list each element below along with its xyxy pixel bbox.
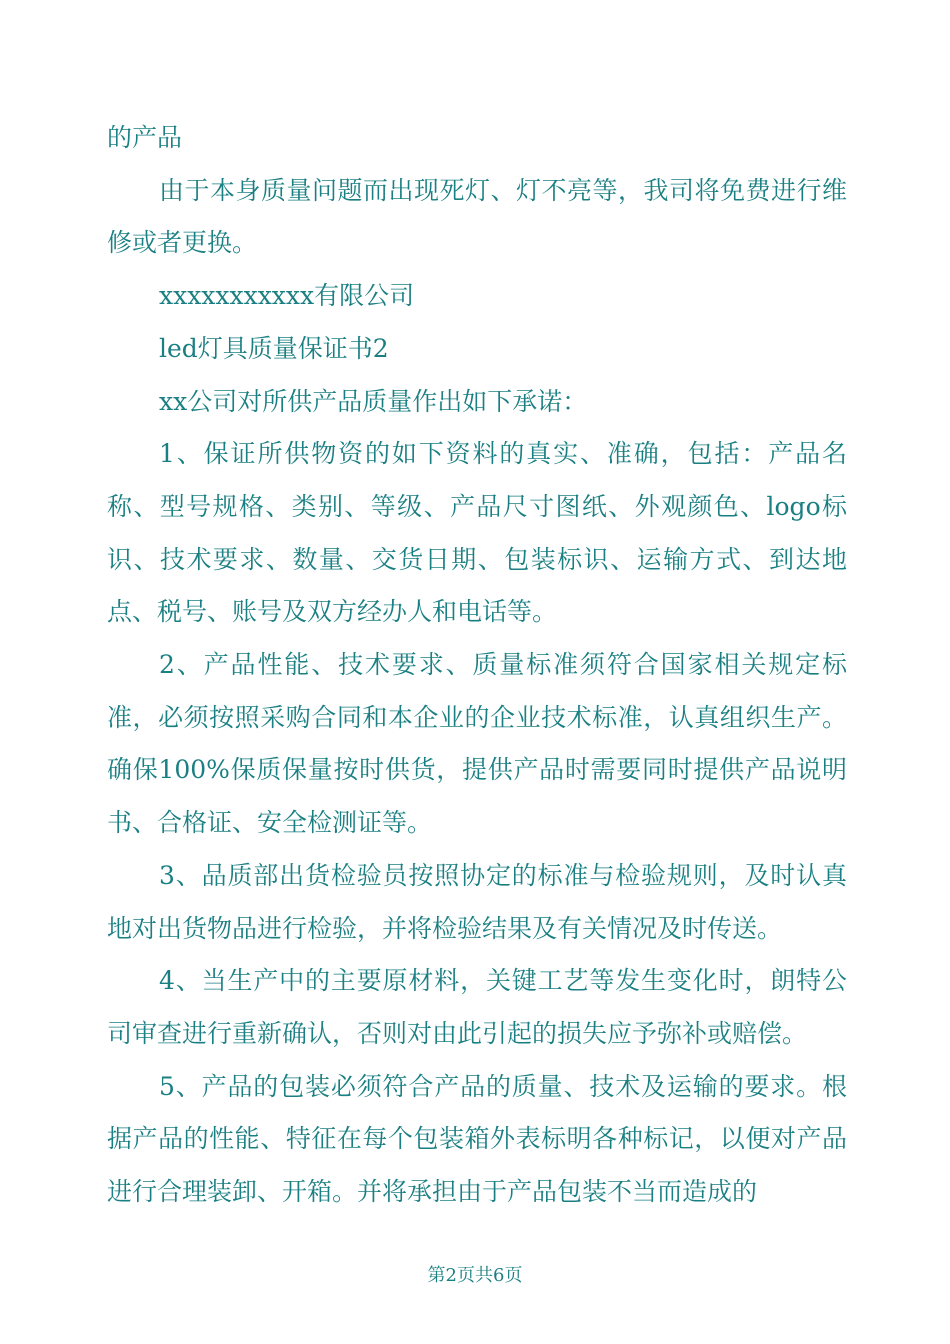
paragraph: 由于本身质量问题而出现死灯、灯不亮等，我司将免费进行维修或者更换。 — [107, 175, 847, 258]
document-body — [107, 112, 847, 1219]
page-footer: 第2页共6页 — [427, 1265, 523, 1286]
paragraph: 1、保证所供物资的如下资料的真实、准确，包括：产品名称、型号规格、类别、等级、产品尺寸图纸、外观颜色、logo标识、技术要求、数量、交货日期、包装标识、运输方式、到达地点、税号、账号及双方经办人和电话等。 — [107, 439, 847, 627]
paragraph: xxxxxxxxxxx有限公司 — [159, 281, 415, 311]
paragraph: xx公司对所供产品质量作出如下承诺： — [159, 386, 588, 416]
paragraph: 5、产品的包装必须符合产品的质量、技术及运输的要求。根据产品的性能、特征在每个包装箱外表标明各种标记，以便对产品进行合理装卸、开箱。并将承担由于产品包装不当而造成的 — [107, 1071, 847, 1207]
paragraph: 2、产品性能、技术要求、质量标准须符合国家相关规定标准，必须按照采购合同和本企业的企业技术标准，认真组织生产。确保100%保质保量按时供货，提供产品时需要同时提供产品说明书、合格证、安全检测证等。 — [107, 650, 847, 838]
paragraph: 3、品质部出货检验员按照协定的标准与检验规则，及时认真地对出货物品进行检验，并将检验结果及有关情况及时传送。 — [107, 860, 847, 943]
paragraph: 的产品 — [107, 123, 183, 152]
paragraph: 4、当生产中的主要原材料，关键工艺等发生变化时，朗特公司审查进行重新确认，否则对由此引起的损失应予弥补或赔偿。 — [107, 966, 847, 1048]
paragraph: led灯具质量保证书2 — [159, 333, 389, 363]
